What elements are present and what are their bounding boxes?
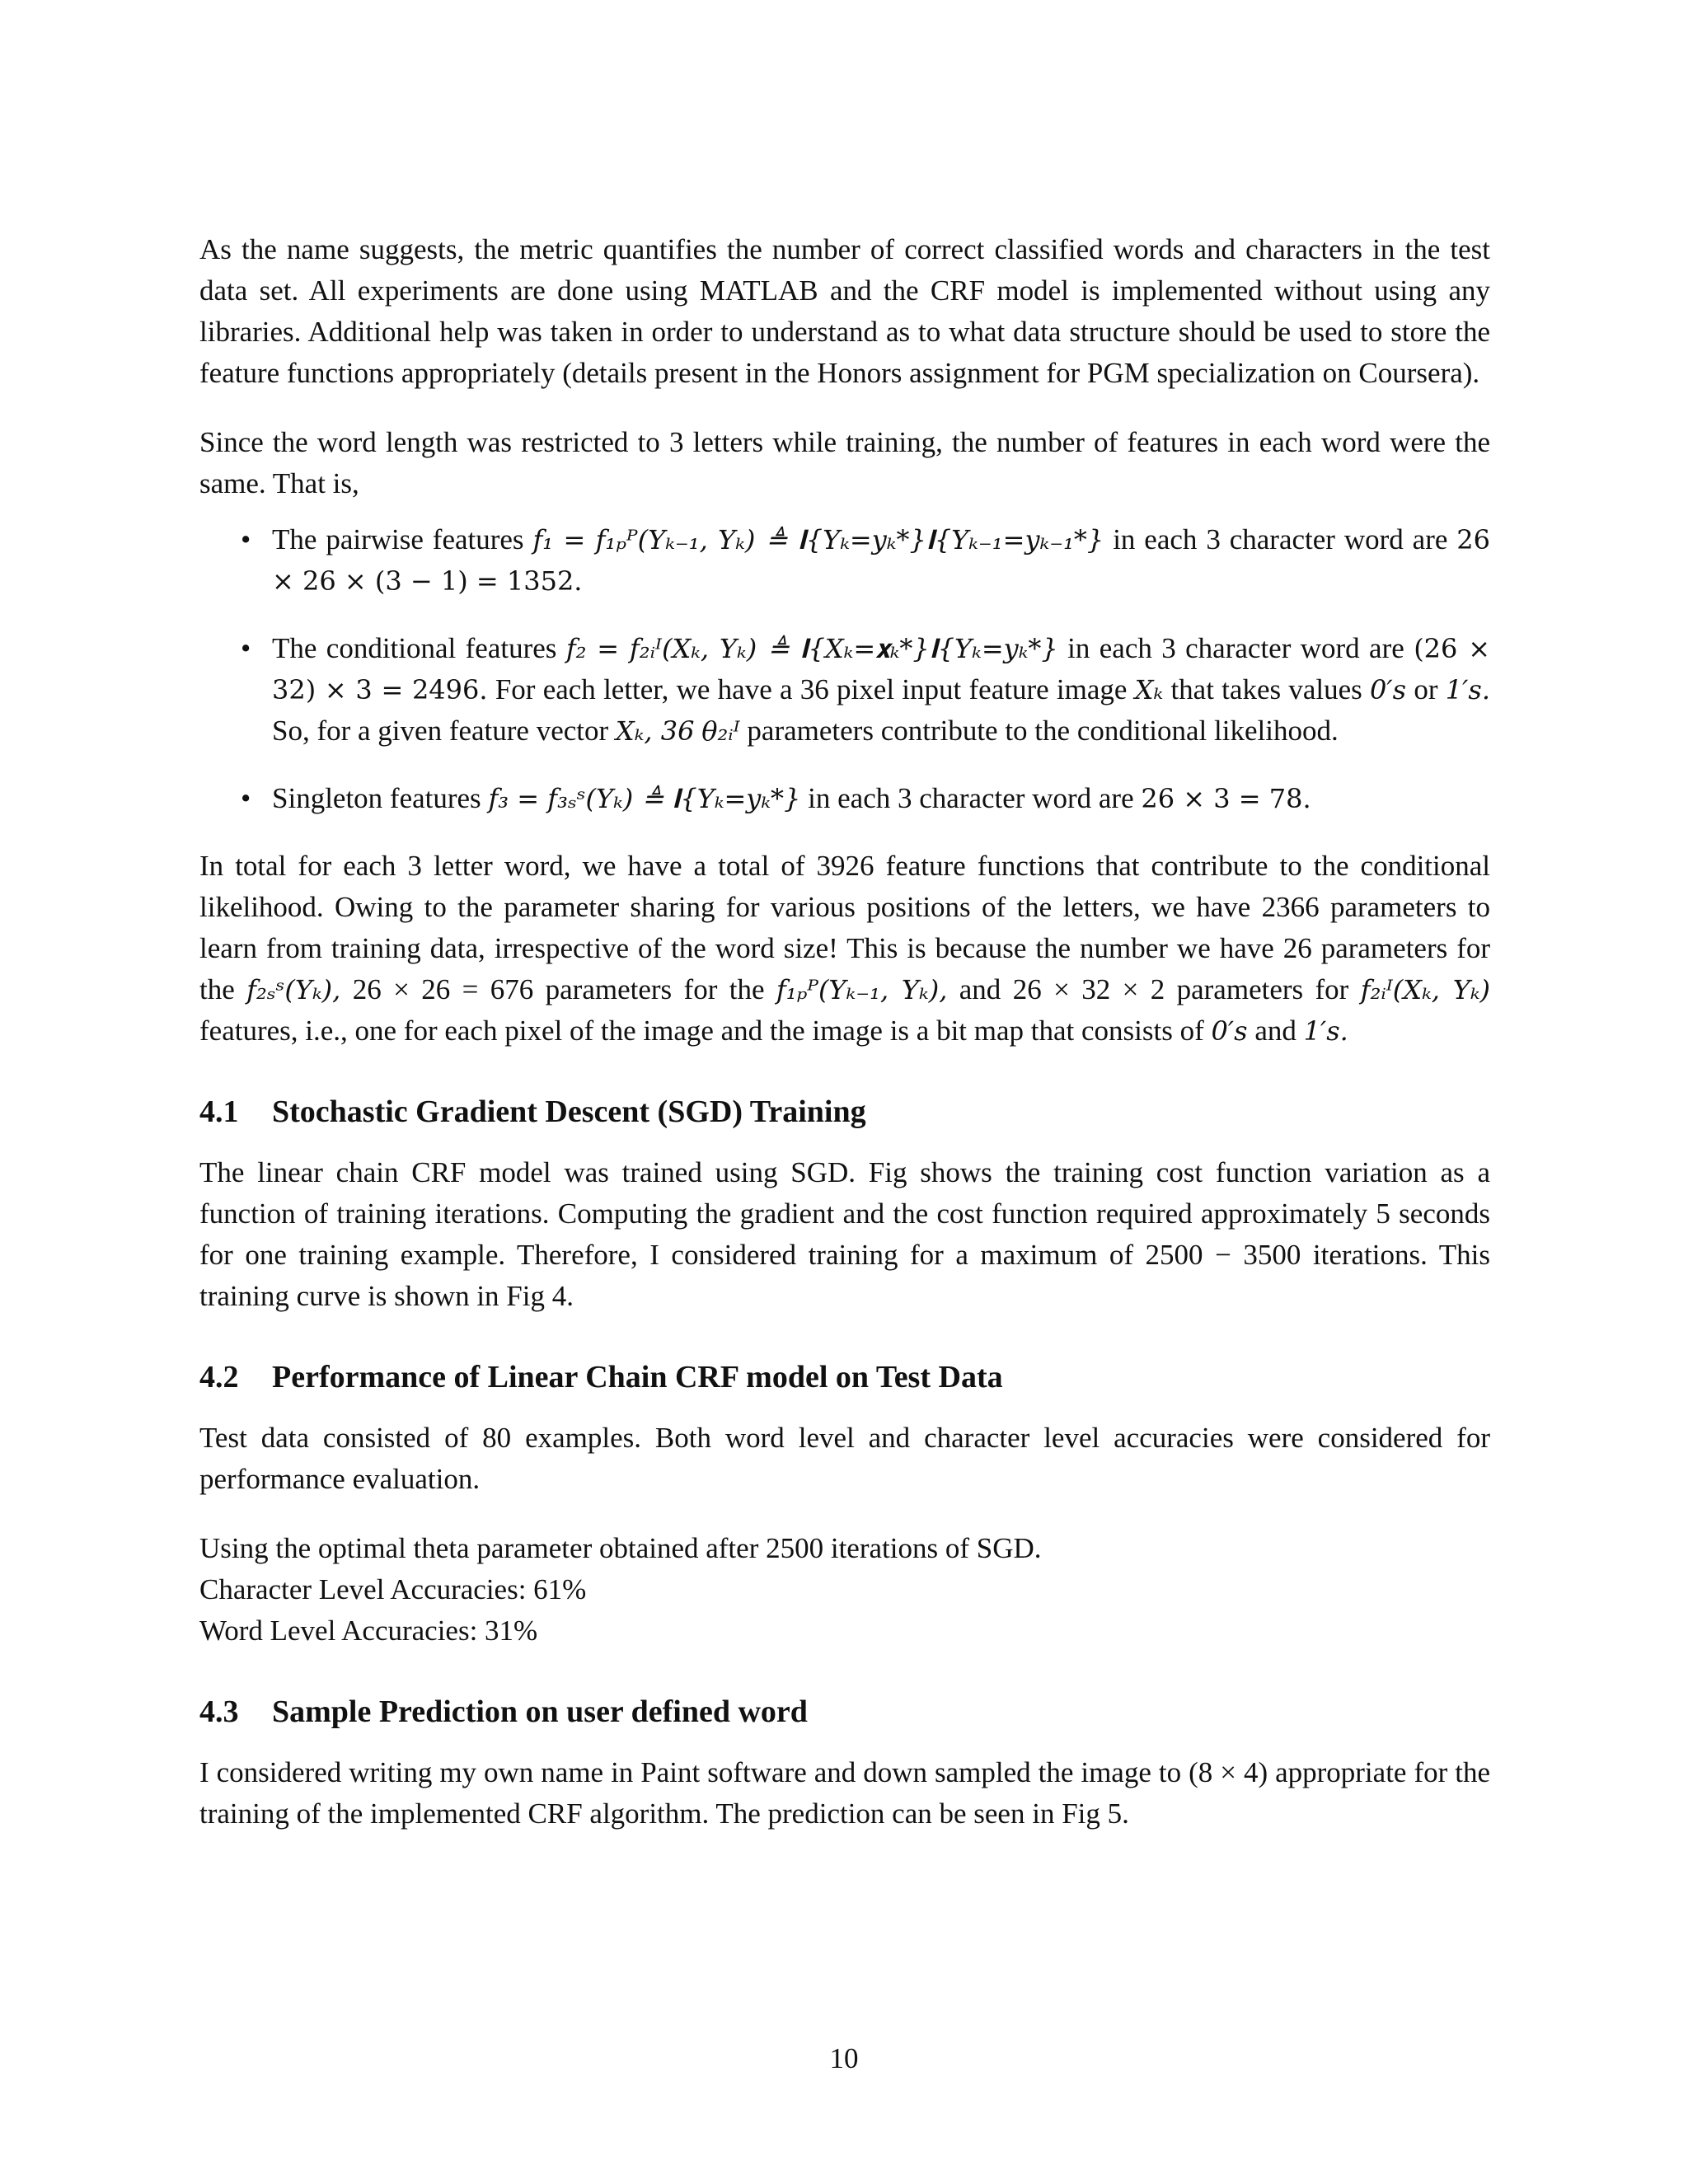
singleton-formula: f₃ = f₃ₛˢ(Yₖ) ≜ 𝐈{Yₖ=yₖ*} bbox=[488, 783, 801, 814]
bullet-conditional-features: • The conditional features f₂ = f₂ᵢᴵ(Xₖ, Yₖ) ≜ 𝐈{Xₖ=𝐱ₖ*}𝐈{Yₖ=yₖ*} in each 3 character word are (26 × 32) × 3 = 2496. For each letter, we have a 36 pixel input feature image Xₖ that takes values 0′s or 1′s. So, for a given feature vector Xₖ, 36 θ₂ᵢᴵ parameters contribute to the conditional likelihood. bbox=[199, 628, 1490, 752]
page-number: 10 bbox=[829, 2042, 859, 2074]
conditional-formula: f₂ = f₂ᵢᴵ(Xₖ, Yₖ) ≜ 𝐈{Xₖ=𝐱ₖ*}𝐈{Yₖ=yₖ*} bbox=[565, 633, 1058, 664]
section-heading-performance: 4.2 Performance of Linear Chain CRF model on Test Data bbox=[199, 1360, 1003, 1394]
paragraph-sample-prediction: I considered writing my own name in Paint software and down sampled the image to (8 × 4) appropriate for the training of the implemented CRF algorithm. The prediction can be seen in Fig 5. bbox=[199, 1756, 1490, 1830]
optimal-theta-line: Using the optimal theta parameter obtained after 2500 iterations of SGD. bbox=[199, 1532, 1042, 1564]
word-accuracy-line: Word Level Accuracies: 31% bbox=[199, 1615, 538, 1647]
paragraph-metric: As the name suggests, the metric quantifies the number of correct classified words and characters in the test data set. All experiments are done using MATLAB and the CRF model is implemented without using any libraries. Additional help was taken in order to understand as to what data structure should be used to store the feature functions appropriately (details present in the Honors assignment for PGM specialization on Coursera). bbox=[199, 233, 1490, 389]
conditional-count: (26 × 32) × 3 = 2496. bbox=[272, 633, 1491, 705]
feature-list bbox=[199, 519, 1490, 819]
bullet-singleton-features: • Singleton features f₃ = f₃ₛˢ(Yₖ) ≜ 𝐈{Yₖ=yₖ*} in each 3 character word are 26 × 3 = 78. bbox=[199, 778, 1490, 819]
accuracy-results bbox=[199, 1528, 1490, 1652]
paragraph-total-features: In total for each 3 letter word, we have a total of 3926 feature functions that contribute to the conditional likelihood. Owing to the parameter sharing for various positions of the letters, we have 2366 parameters to learn from training data, irrespective of the word size! This is because the number we have 26 parameters for the f₂ₛˢ(Yₖ), 26 × 26 = 676 parameters for the f₁ₚᴾ(Yₖ₋₁, Yₖ), and 26 × 32 × 2 parameters for f₂ᵢᴵ(Xₖ, Yₖ) features, i.e., one for each pixel of the image and the image is a bit map that consists of 0′s and 1′s. bbox=[199, 850, 1490, 1047]
section-heading-sgd: 4.1 Stochastic Gradient Descent (SGD) Training bbox=[199, 1094, 866, 1129]
pairwise-count: 26 × 26 × (3 − 1) = 1352. bbox=[272, 524, 1491, 597]
pairwise-formula: f₁ = f₁ₚᴾ(Yₖ₋₁, Yₖ) ≜ 𝐈{Yₖ=yₖ*}𝐈{Yₖ₋₁=yₖ₋₁*} bbox=[532, 524, 1104, 555]
bullet-pairwise-features: • The pairwise features f₁ = f₁ₚᴾ(Yₖ₋₁, Yₖ) ≜ 𝐈{Yₖ=yₖ*}𝐈{Yₖ₋₁=yₖ₋₁*} in each 3 character word are 26 × 26 × (3 − 1) = 1352. bbox=[199, 519, 1490, 602]
page-content bbox=[199, 229, 1490, 1863]
paragraph-sgd: The linear chain CRF model was trained using SGD. Fig shows the training cost function variation as a function of training iterations. Computing the gradient and the cost function required approximately 5 seconds for one training example. Therefore, I considered training for a maximum of 2500 − 3500 iterations. This training curve is shown in Fig 4. bbox=[199, 1156, 1490, 1312]
paragraph-test-data: Test data consisted of 80 examples. Both word level and character level accuracies were considered for performance evaluation. bbox=[199, 1422, 1490, 1495]
section-heading-sample-prediction: 4.3 Sample Prediction on user defined word bbox=[199, 1694, 808, 1729]
singleton-count: 26 × 3 = 78. bbox=[1141, 783, 1311, 814]
paragraph-word-length: Since the word length was restricted to 3 letters while training, the number of features in each word were the same. That is, bbox=[199, 426, 1490, 499]
character-accuracy-line: Character Level Accuracies: 61% bbox=[199, 1573, 587, 1605]
